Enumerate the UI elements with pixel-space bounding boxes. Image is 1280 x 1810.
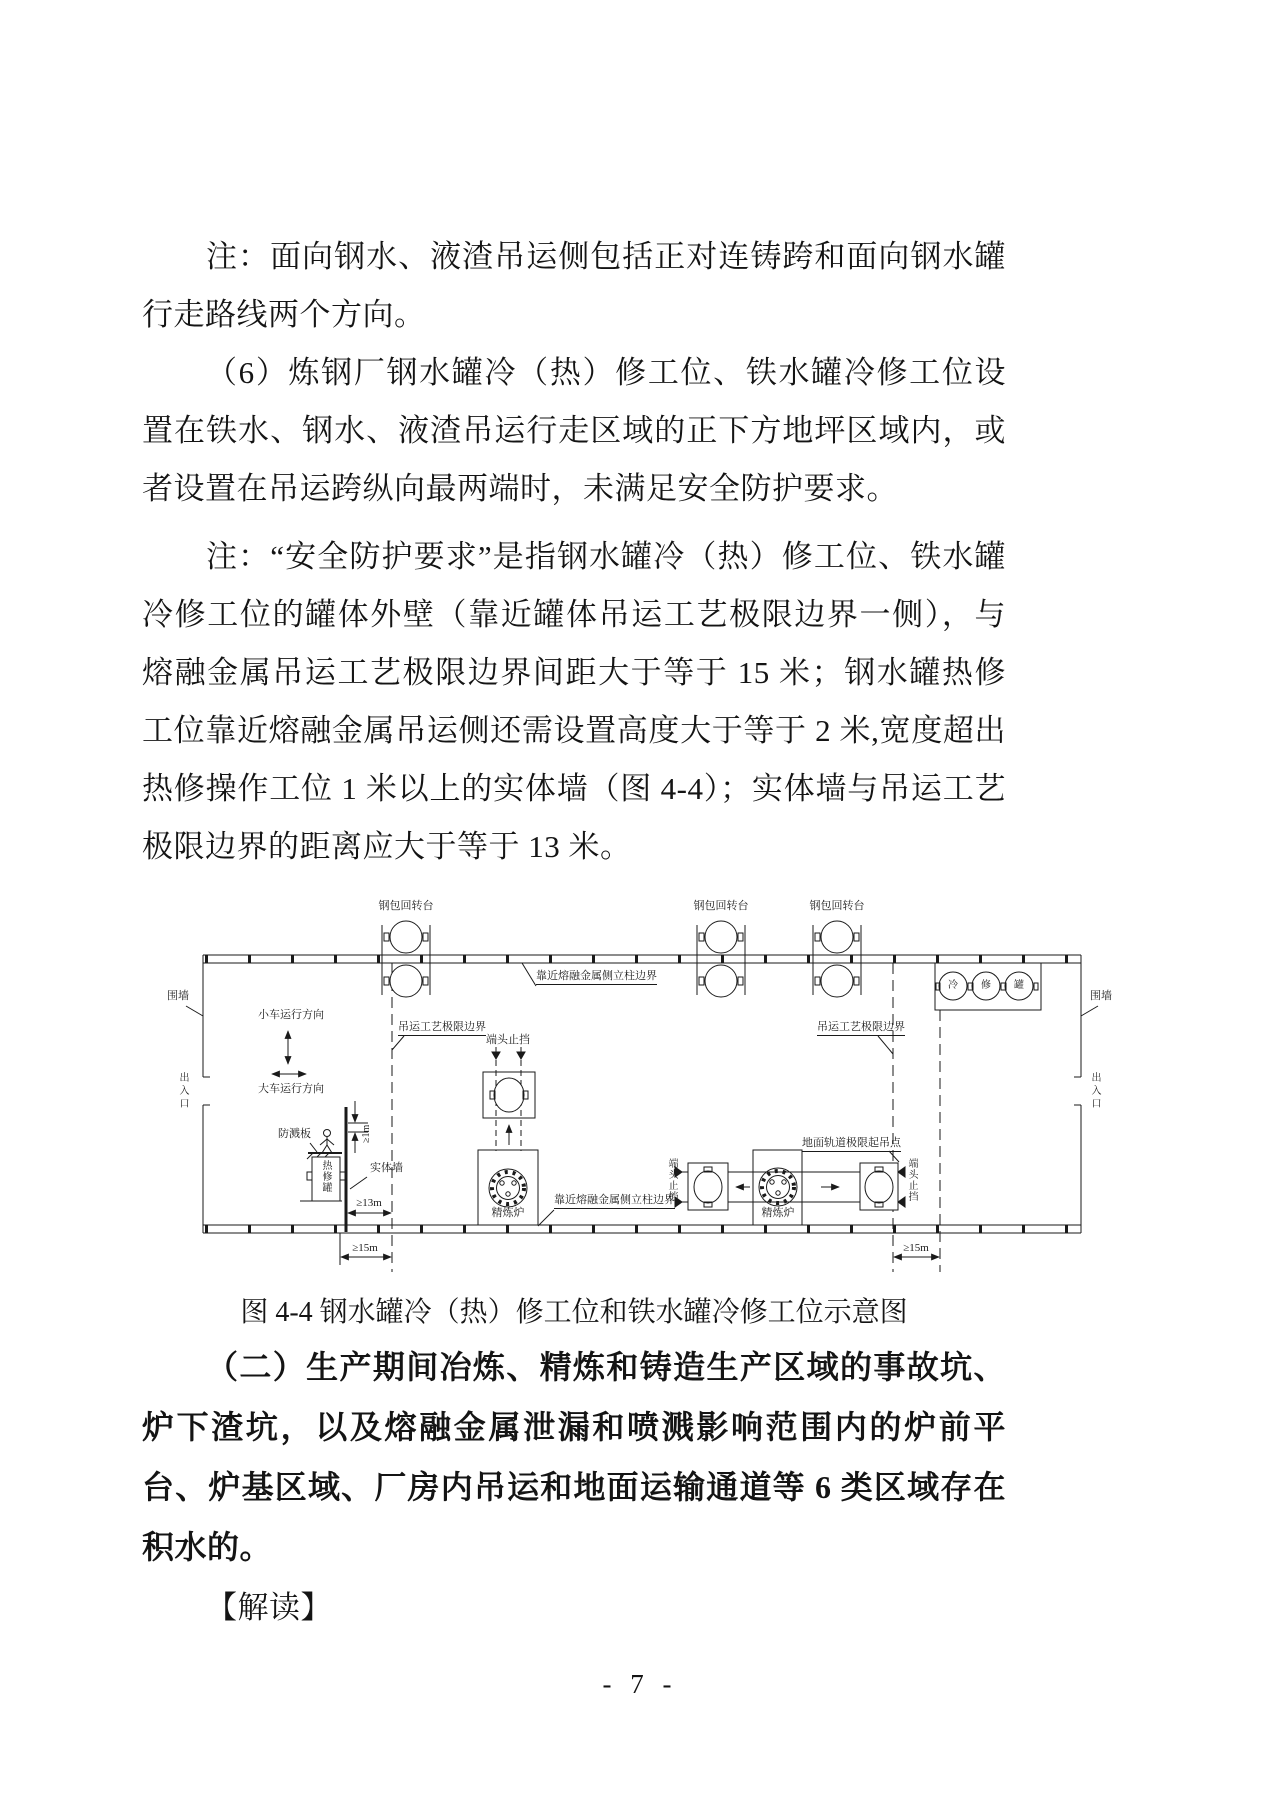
paragraph-item-6: （6）炼钢厂钢水罐冷（热）修工位、铁水罐冷修工位设置在铁水、钢水、液渣吊运行走区域的正下方地坪区域内，或者设置在吊运跨纵向最两端时，未满足安全防护要求。 bbox=[142, 355, 1006, 506]
label-gantry-direction: 大车运行方向 bbox=[258, 1083, 324, 1095]
label-hot-repair-ladle: 热修罐 bbox=[320, 1160, 331, 1193]
label-trolley-direction: 小车运行方向 bbox=[258, 1009, 324, 1021]
label-end-stop-right: 端头止挡 bbox=[906, 1158, 917, 1202]
label-dimension-15m-right: ≥15m bbox=[903, 1242, 929, 1254]
label-refining-furnace-2: 精炼炉 bbox=[761, 1207, 795, 1219]
label-entrance-left: 出入口 bbox=[177, 1072, 188, 1111]
label-ladle-turret-1: 钢包回转台 bbox=[378, 900, 434, 912]
interpretation-heading: 【解读】 bbox=[206, 1590, 332, 1625]
label-ladle-turret-3: 钢包回转台 bbox=[809, 900, 865, 912]
label-refining-furnace-1: 精炼炉 bbox=[491, 1207, 525, 1219]
label-dimension-13m: ≥13m bbox=[356, 1197, 382, 1209]
paragraph-note-2: 注：“安全防护要求”是指钢水罐冷（热）修工位、铁水罐冷修工位的罐体外壁（靠近罐体吊运工艺极限边界一侧），与熔融金属吊运工艺极限边界间距大于等于 15 米；钢水罐热修工位靠近熔融金属吊运侧还需设置高度大于等于 2 米,宽度超出热修操作工位 1 米以上的实体墙（图 4-4）；实体墙与吊运工艺极限边界的距离应大于等于 13 米。 bbox=[142, 539, 1006, 864]
crane-limit-dashed-lines bbox=[392, 963, 940, 1272]
page-number: - 7 - bbox=[602, 1669, 678, 1699]
paragraph-item-2: （二）生产期间冶炼、精炼和铸造生产区域的事故坑、炉下渣坑，以及熔融金属泄漏和喷溅影响范围内的炉前平台、炉基区域、厂房内吊运和地面运输通道等 6 类区域存在积水的。 bbox=[142, 1349, 1006, 1565]
figure-caption: 图 4-4 钢水罐冷（热）修工位和铁水罐冷修工位示意图 bbox=[240, 1297, 908, 1328]
label-repair-char: 修 bbox=[981, 980, 991, 991]
iron-ladle-car-right bbox=[860, 1163, 898, 1210]
iron-ladle-car-left bbox=[688, 1163, 728, 1210]
label-column-boundary-upper: 靠近熔融金属侧立柱边界 bbox=[536, 970, 657, 985]
label-crane-limit-right: 吊运工艺极限边界 bbox=[817, 1021, 905, 1036]
label-ladle-char: 罐 bbox=[1014, 980, 1024, 991]
label-enclosure-wall-right: 围墙 bbox=[1090, 990, 1112, 1002]
figure-4-4-diagram bbox=[152, 895, 1112, 1290]
label-dimension-15m-left: ≥15m bbox=[352, 1242, 378, 1254]
label-end-stop-top: 端头止挡 bbox=[486, 1034, 530, 1046]
label-dimension-1m: ≥1m bbox=[361, 1124, 372, 1143]
paragraph-note-1: 注：面向钢水、液渣吊运侧包括正对连铸跨和面向钢水罐行走路线两个方向。 bbox=[142, 239, 1006, 332]
label-column-boundary-lower: 靠近熔融金属侧立柱边界 bbox=[554, 1194, 675, 1209]
splash-plate-and-worker bbox=[307, 1130, 342, 1160]
label-ladle-turret-2: 钢包回转台 bbox=[693, 900, 749, 912]
label-ground-rail-point: 地面轨道极限起吊点 bbox=[802, 1137, 901, 1152]
label-end-stop-left: 端头止挡 bbox=[666, 1158, 677, 1202]
direction-arrows bbox=[272, 1031, 306, 1074]
label-enclosure-wall-left: 围墙 bbox=[167, 990, 189, 1002]
label-solid-wall: 实体墙 bbox=[370, 1162, 403, 1174]
label-crane-limit-left: 吊运工艺极限边界 bbox=[398, 1021, 486, 1036]
label-splash-plate: 防溅板 bbox=[278, 1128, 311, 1140]
label-cold-char: 冷 bbox=[948, 980, 958, 991]
label-entrance-right: 出入口 bbox=[1089, 1072, 1100, 1111]
ladle-car-upper bbox=[483, 1072, 535, 1145]
ladle-turret-3 bbox=[813, 921, 861, 997]
